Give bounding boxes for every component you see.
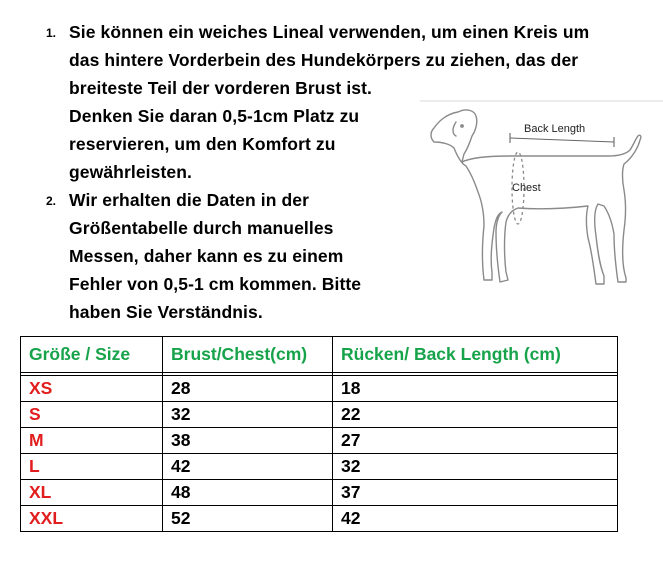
instruction-line: Größentabelle durch manuelles bbox=[69, 218, 334, 238]
header-back-length: Rücken/ Back Length (cm) bbox=[333, 337, 618, 373]
chest-label: Chest bbox=[512, 182, 541, 194]
table-row bbox=[21, 428, 618, 454]
instruction-line: Sie können ein weiches Lineal verwenden, um einen Kreis um bbox=[69, 22, 590, 42]
list-number-2: 2. bbox=[46, 194, 57, 208]
chest-cell: 38 bbox=[163, 428, 333, 454]
size-cell: XS bbox=[21, 376, 163, 402]
instruction-line: reservieren, um den Komfort zu bbox=[69, 134, 336, 154]
table-row bbox=[21, 376, 618, 402]
table-row bbox=[21, 454, 618, 480]
list-number-1: 1. bbox=[46, 26, 57, 40]
back-length-cell: 32 bbox=[333, 454, 618, 480]
header-size: Größe / Size bbox=[21, 337, 163, 373]
instruction-line: Denken Sie daran 0,5-1cm Platz zu bbox=[69, 106, 360, 126]
table-header-row bbox=[21, 337, 618, 373]
instruction-line: Wir erhalten die Daten in der bbox=[69, 190, 310, 210]
instruction-line: Messen, daher kann es zu einem bbox=[69, 246, 344, 266]
chest-cell: 28 bbox=[163, 376, 333, 402]
size-cell: L bbox=[21, 454, 163, 480]
table-row bbox=[21, 480, 618, 506]
size-cell: XXL bbox=[21, 506, 163, 532]
table-row bbox=[21, 506, 618, 532]
chest-cell: 42 bbox=[163, 454, 333, 480]
chest-cell: 32 bbox=[163, 402, 333, 428]
instruction-line: das hintere Vorderbein des Hundekörpers zu ziehen, das der bbox=[69, 50, 579, 70]
back-length-cell: 22 bbox=[333, 402, 618, 428]
back-length-cell: 37 bbox=[333, 480, 618, 506]
header-chest: Brust/Chest(cm) bbox=[163, 337, 333, 373]
dog-measurement-diagram bbox=[418, 98, 663, 298]
size-cell: S bbox=[21, 402, 163, 428]
table-row bbox=[21, 402, 618, 428]
instruction-line: gewährleisten. bbox=[69, 162, 192, 182]
size-cell: XL bbox=[21, 480, 163, 506]
size-table bbox=[20, 336, 618, 532]
back-length-cell: 42 bbox=[333, 506, 618, 532]
back-length-cell: 27 bbox=[333, 428, 618, 454]
chest-cell: 48 bbox=[163, 480, 333, 506]
back-length-label: Back Length bbox=[524, 123, 586, 135]
back-length-cell: 18 bbox=[333, 376, 618, 402]
size-cell: M bbox=[21, 428, 163, 454]
instruction-line: Fehler von 0,5-1 cm kommen. Bitte bbox=[69, 274, 362, 294]
chest-cell: 52 bbox=[163, 506, 333, 532]
instruction-line: haben Sie Verständnis. bbox=[69, 302, 263, 322]
back-length-marker bbox=[510, 133, 614, 147]
instruction-line: breiteste Teil der vorderen Brust ist. bbox=[69, 78, 373, 98]
